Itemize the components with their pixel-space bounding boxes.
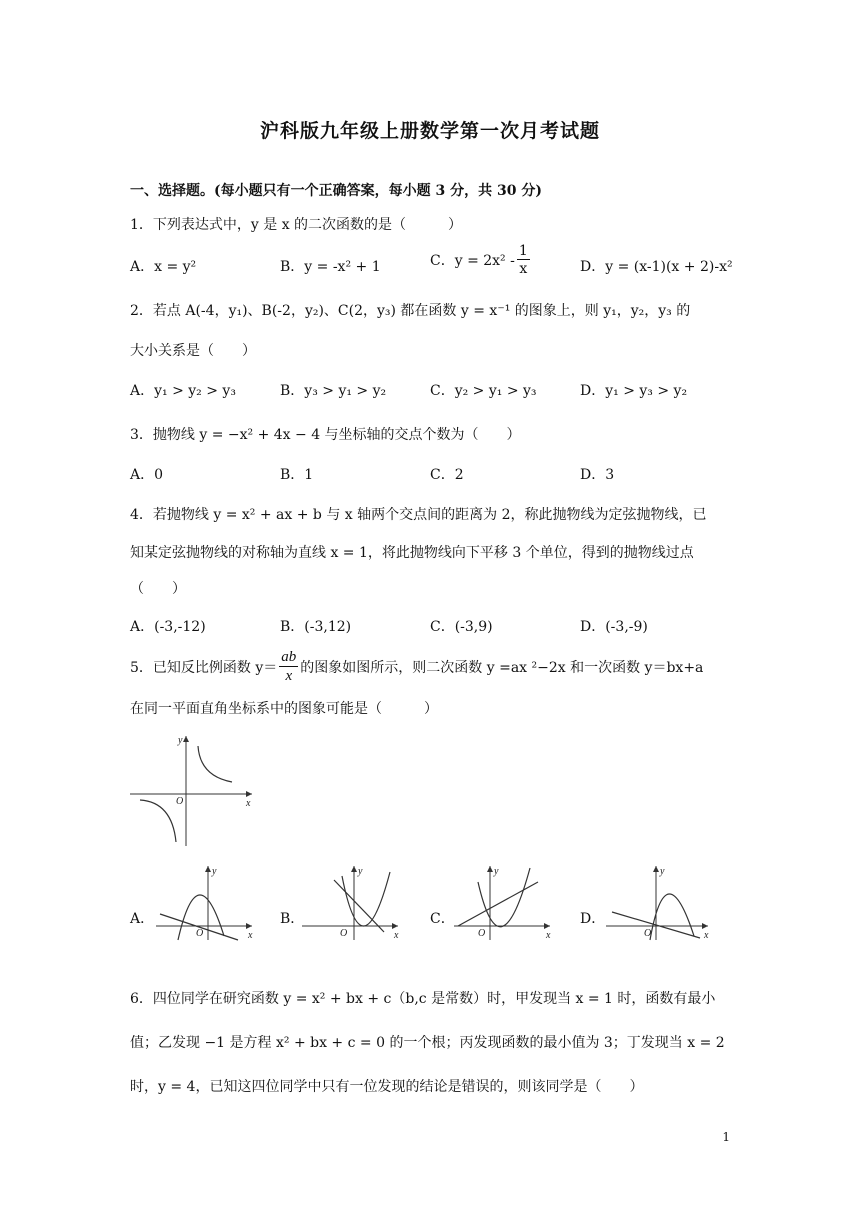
q1-option-c-fraction — [517, 244, 530, 276]
q5-option-b-graph — [300, 862, 404, 942]
q1-option-c — [430, 244, 532, 276]
q2-option-b: B．y₃ > y₁ > y₂ — [280, 383, 387, 399]
q5-stem-suffix: 的图象如图所示，则二次函数 y =ax ²−2x 和一次函数 y＝bx+a — [300, 660, 704, 676]
fraction-denominator: x — [285, 668, 293, 684]
q1-option-c-text: C．y = 2x² - — [430, 253, 515, 269]
q5-option-c-label: C． — [430, 911, 455, 927]
origin-label: O — [478, 928, 486, 939]
q3-option-b: B．1 — [280, 467, 314, 483]
page-number: 1 — [722, 1130, 730, 1144]
q5-reciprocal-figure — [128, 732, 258, 848]
x-axis-label: x — [248, 930, 253, 941]
q2-option-a: A．y₁ > y₂ > y₃ — [130, 383, 236, 399]
question-6-stem-line3: 时，y = 4，已知这四位同学中只有一位发现的结论是错误的，则该同学是（ ） — [130, 1079, 644, 1095]
q5-option-b-label: B． — [280, 911, 305, 927]
y-axis-label: y — [358, 866, 363, 877]
page-title: 沪科版九年级上册数学第一次月考试题 — [259, 120, 600, 142]
question-4-stem-line1: 4．若抛物线 y = x² + ax + b 与 x 轴两个交点间的距离为 2，称此抛物线为定弦抛物线，已 — [130, 507, 707, 523]
question-5-stem-line2: 在同一平面直角坐标系中的图象可能是（ ） — [130, 701, 438, 717]
section-heading: 一、选择题。(每小题只有一个正确答案，每小题 3 分，共 30 分) — [130, 183, 542, 199]
origin-label: O — [644, 928, 652, 939]
q3-option-d: D．3 — [580, 467, 615, 483]
q5-option-a-label: A． — [130, 911, 155, 927]
q2-option-d: D．y₁ > y₃ > y₂ — [580, 383, 688, 399]
origin-label: O — [340, 928, 348, 939]
q4-option-b: B．(-3,12) — [280, 619, 352, 635]
q2-option-c: C．y₂ > y₁ > y₃ — [430, 383, 537, 399]
question-2-stem-line2: 大小关系是（ ） — [130, 343, 256, 359]
question-5-stem-line1 — [130, 650, 703, 684]
fraction-numerator: 1 — [518, 243, 528, 259]
question-3-stem: 3．抛物线 y = −x² + 4x − 4 与坐标轴的交点个数为（ ） — [130, 427, 521, 443]
origin-label: O — [196, 928, 204, 939]
y-axis-label: y — [494, 866, 499, 877]
fraction-numerator: ab — [281, 649, 297, 665]
y-axis-label: y — [660, 866, 665, 877]
q5-option-c-graph — [452, 862, 556, 942]
q5-option-d-graph — [604, 862, 714, 942]
q4-option-a: A．(-3,-12) — [130, 619, 206, 635]
q5-stem-prefix: 5．已知反比例函数 y＝ — [130, 660, 278, 676]
question-2-stem-line1: 2．若点 A(-4，y₁)、B(-2，y₂)、C(2，y₃) 都在函数 y = x⁻¹ 的图象上，则 y₁，y₂，y₃ 的 — [130, 303, 691, 319]
x-axis-label: x — [704, 930, 709, 941]
x-axis-label: x — [546, 930, 551, 941]
x-axis-label: x — [394, 930, 399, 941]
q1-option-d: D．y = (x-1)(x + 2)-x² — [580, 259, 733, 275]
q5-fraction — [279, 650, 298, 684]
y-axis-label: y — [178, 735, 183, 746]
question-1-stem: 1．下列表达式中，y 是 x 的二次函数的是（ ） — [130, 217, 463, 233]
q5-option-d-label: D． — [580, 911, 606, 927]
question-6-stem-line1: 6．四位同学在研究函数 y = x² + bx + c（b,c 是常数）时，甲发现当 x = 1 时，函数有最小 — [130, 991, 716, 1007]
question-4-stem-line3: （ ） — [130, 581, 186, 597]
q3-option-c: C．2 — [430, 467, 464, 483]
y-axis-label: y — [212, 866, 217, 877]
question-4-stem-line2: 知某定弦抛物线的对称轴为直线 x = 1，将此抛物线向下平移 3 个单位，得到的抛物线过点 — [130, 545, 694, 561]
q4-option-c: C．(-3,9) — [430, 619, 493, 635]
x-axis-label: x — [246, 798, 251, 809]
q3-option-a: A．0 — [130, 467, 164, 483]
q1-option-b: B．y = -x² + 1 — [280, 259, 381, 275]
q4-option-d: D．(-3,-9) — [580, 619, 648, 635]
origin-label: O — [176, 796, 184, 807]
q5-option-a-graph — [154, 862, 258, 942]
fraction-denominator: x — [519, 261, 528, 277]
question-6-stem-line2: 值；乙发现 −1 是方程 x² + bx + c = 0 的一个根；丙发现函数的最小值为 3；丁发现当 x = 2 — [130, 1035, 725, 1051]
q1-option-a: A．x = y² — [130, 259, 197, 275]
